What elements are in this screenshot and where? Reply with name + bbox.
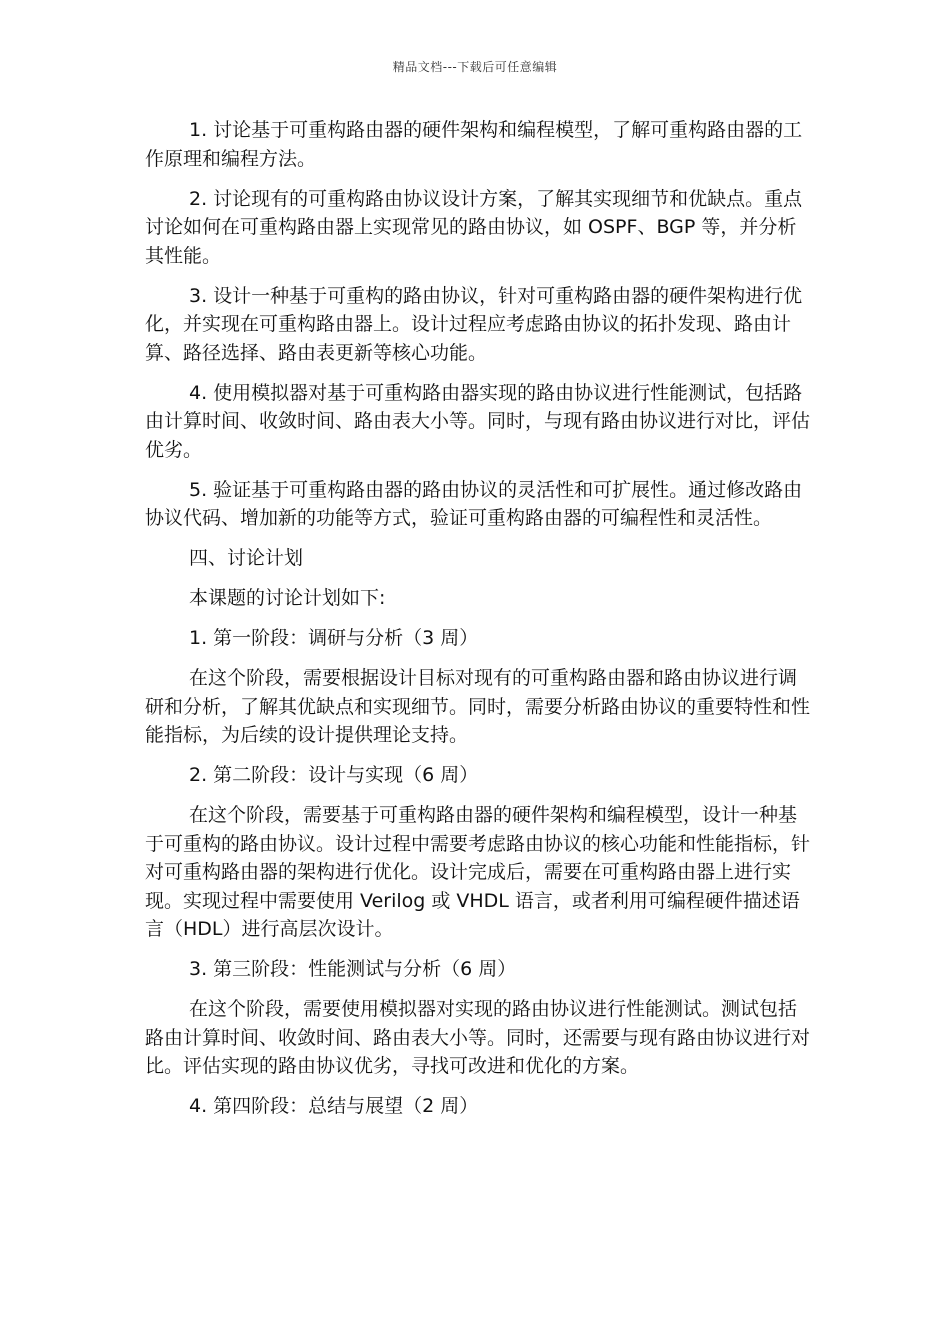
phase-3-body: 在这个阶段，需要使用模拟器对实现的路由协议进行性能测试。测试包括路由计算时间、收敛时间、路由表大小等。同时，还需要与现有路由协议进行对比。评估实现的路由协议优劣，寻找可改进和优化的方案。 xyxy=(145,998,811,1077)
paragraph-item-2: 2. 讨论现有的可重构路由协议设计方案，了解其实现细节和优缺点。重点讨论如何在可重构路由器上实现常见的路由协议，如 OSPF、BGP 等，并分析其性能。 xyxy=(145,187,803,267)
phase-1-heading: 1. 第一阶段：调研与分析（3 周） xyxy=(189,627,479,649)
paragraph-item-5: 5. 验证基于可重构路由器的路由协议的灵活性和可扩展性。通过修改路由协议代码、增加新的功能等方式，验证可重构路由器的可编程性和灵活性。 xyxy=(145,478,803,529)
section-heading: 四、讨论计划 xyxy=(189,547,304,569)
paragraph-item-3: 3. 设计一种基于可重构的路由协议，针对可重构路由器的硬件架构进行优化，并实现在可重构路由器上。设计过程应考虑路由协议的拓扑发现、路由计算、路径选择、路由表更新等核心功能。 xyxy=(145,284,803,364)
document-body xyxy=(145,116,810,1132)
phase-2-body: 在这个阶段，需要基于可重构路由器的硬件架构和编程模型，设计一种基于可重构的路由协议。设计过程中需要考虑路由协议的核心功能和性能指标，针对可重构路由器的架构进行优化。设计完成后，需要在可重构路由器上进行实现。实现过程中需要使用 Verilog 或 VHDL 语言，或者利用可编程硬件描述语言（HDL）进行高层次设计。 xyxy=(145,804,811,940)
phase-4-heading: 4. 第四阶段：总结与展望（2 周） xyxy=(189,1095,479,1117)
paragraph-item-4: 4. 使用模拟器对基于可重构路由器实现的路由协议进行性能测试，包括路由计算时间、收敛时间、路由表大小等。同时，与现有路由协议进行对比，评估优劣。 xyxy=(145,381,811,461)
phase-3-heading: 3. 第三阶段：性能测试与分析（6 周） xyxy=(189,958,517,980)
plan-intro: 本课题的讨论计划如下: xyxy=(189,587,386,609)
phase-1-body: 在这个阶段，需要根据设计目标对现有的可重构路由器和路由协议进行调研和分析，了解其优缺点和实现细节。同时，需要分析路由协议的重要特性和性能指标，为后续的设计提供理论支持。 xyxy=(145,667,811,746)
page-header: 精品文档---下载后可任意编辑 xyxy=(392,60,558,74)
phase-2-heading: 2. 第二阶段：设计与实现（6 周） xyxy=(189,764,479,786)
paragraph-item-1: 1. 讨论基于可重构路由器的硬件架构和编程模型，了解可重构路由器的工作原理和编程方法。 xyxy=(145,119,803,170)
